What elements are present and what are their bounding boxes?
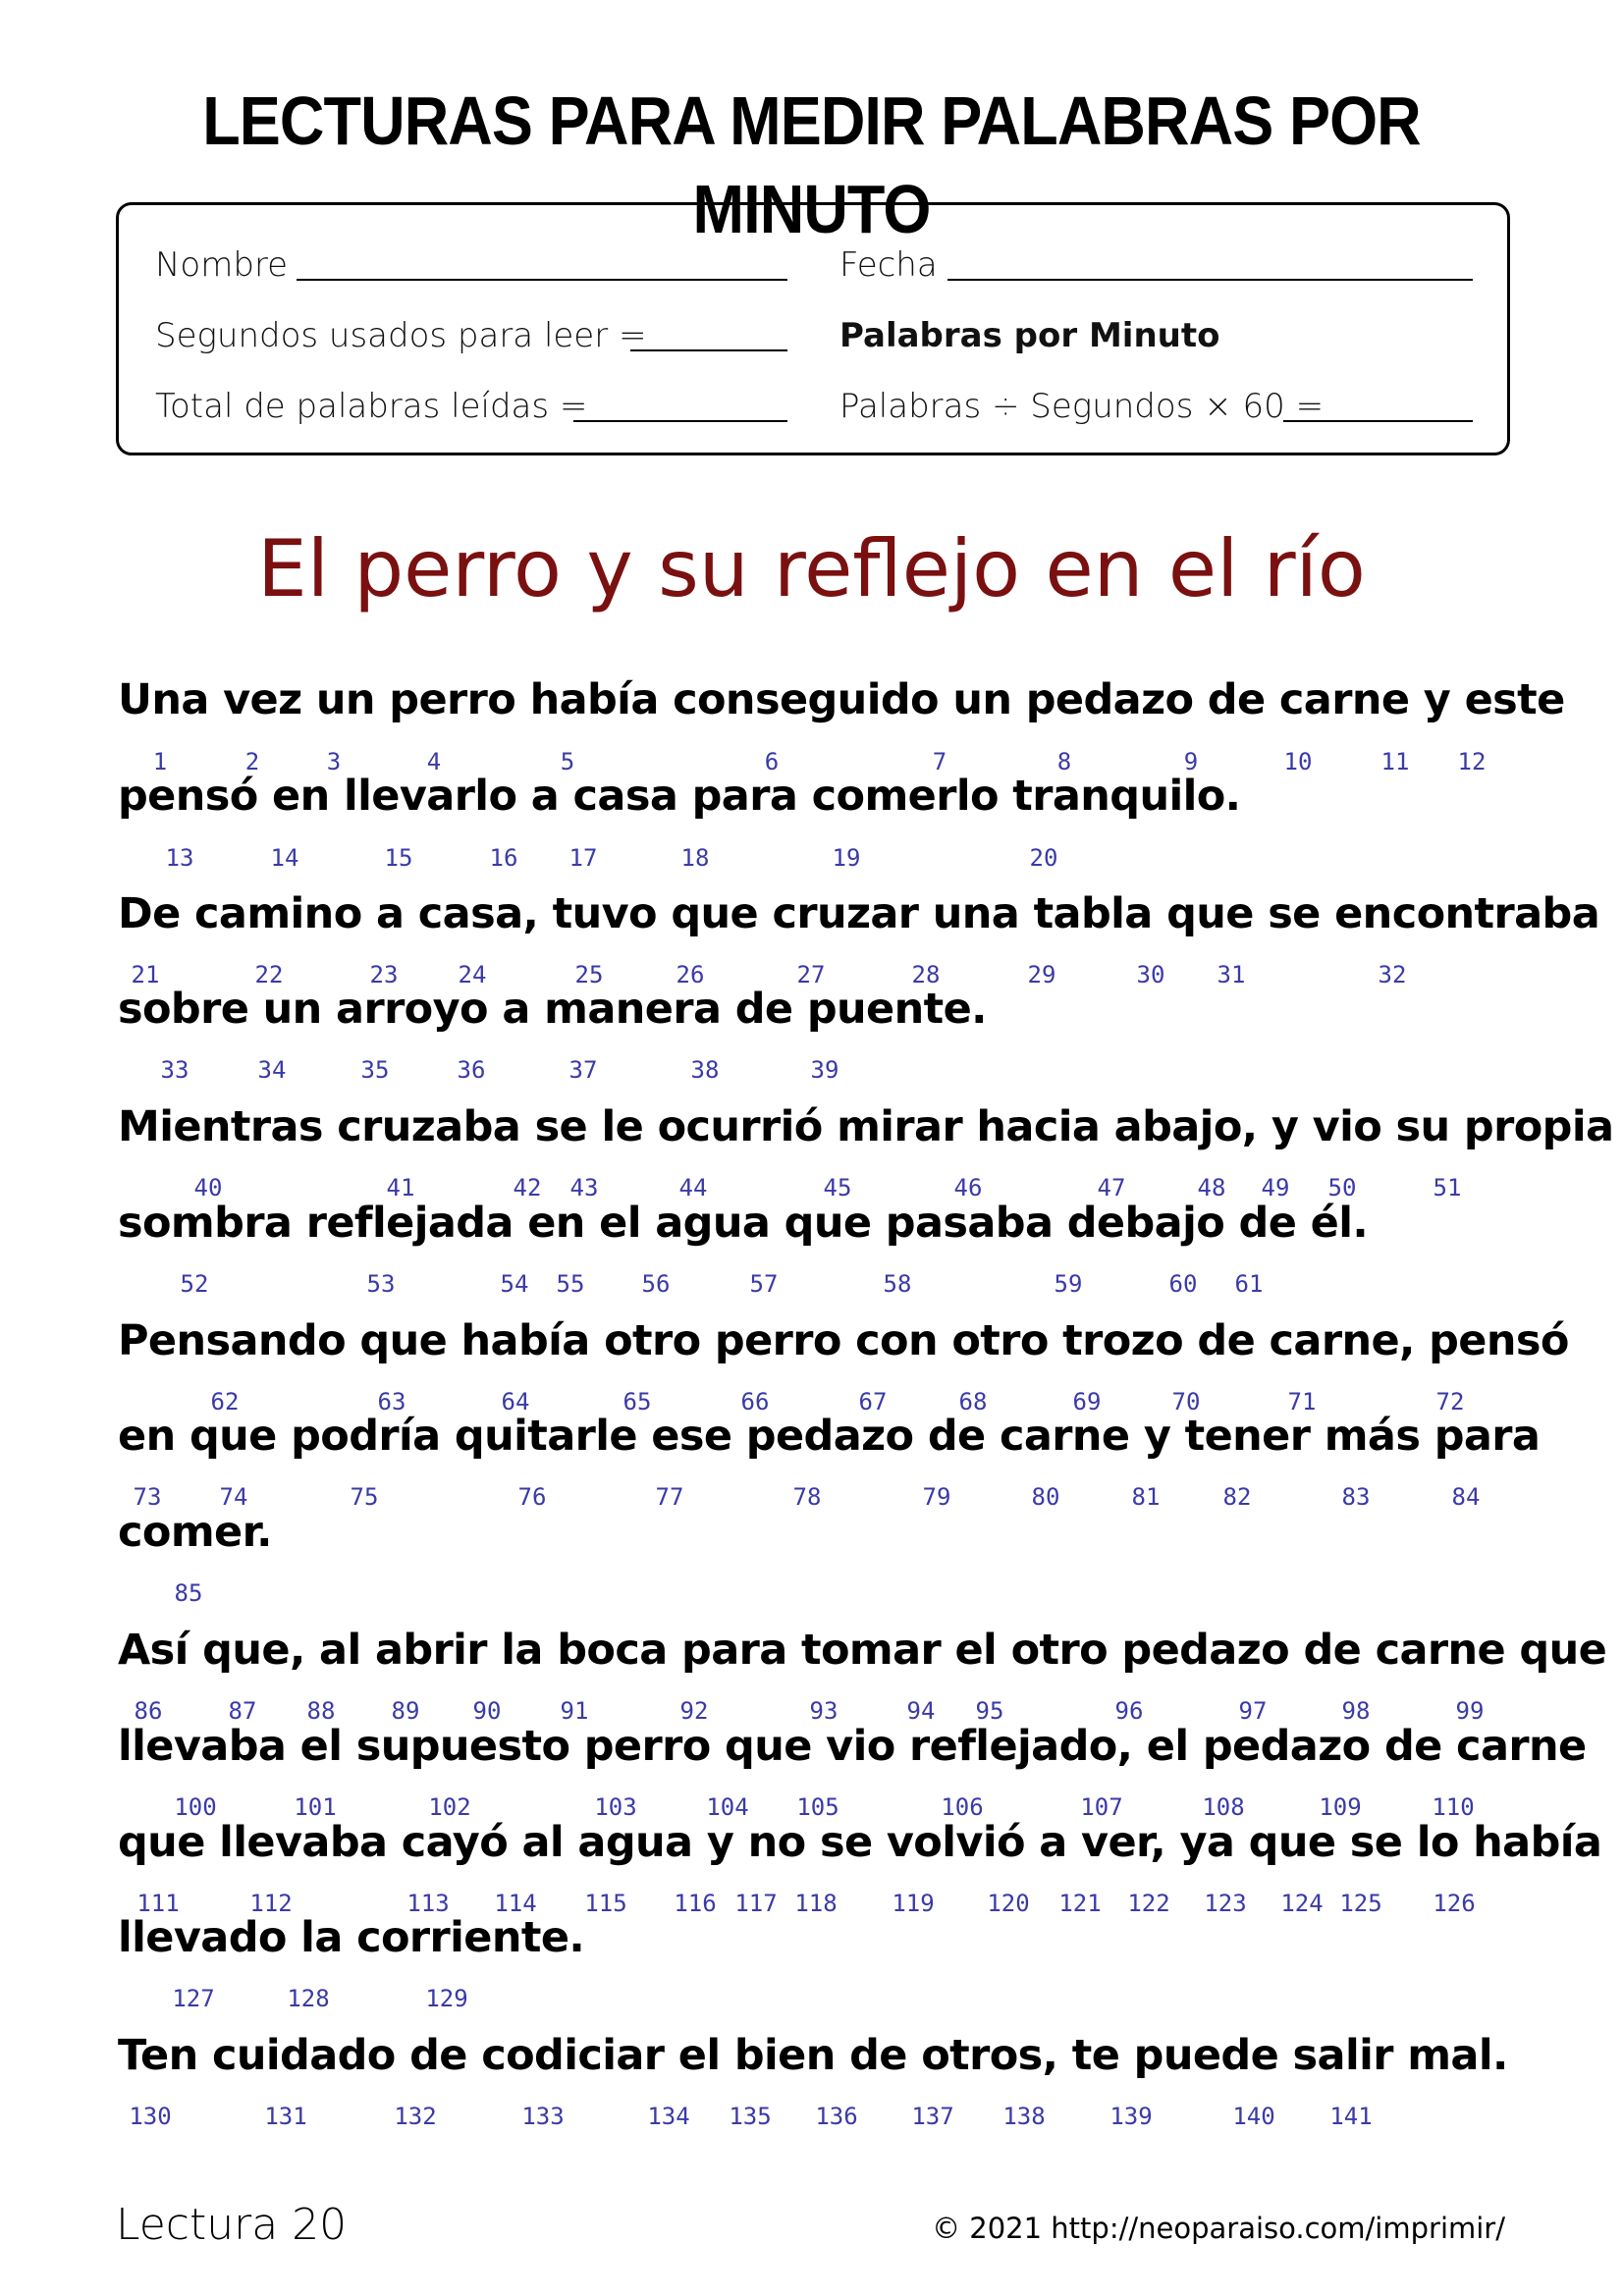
formula-label: Palabras ÷ Segundos × 60 = <box>839 387 1325 426</box>
word-number: 29 <box>1027 961 1056 988</box>
word-number: 116 <box>674 1890 717 1917</box>
word-number: 139 <box>1109 2103 1153 2130</box>
word-number-row <box>0 1697 1623 1727</box>
word-number: 28 <box>911 961 941 988</box>
word-number: 92 <box>679 1697 709 1725</box>
word-number: 30 <box>1136 961 1165 988</box>
word-number: 107 <box>1080 1793 1123 1821</box>
word-number: 80 <box>1031 1483 1060 1511</box>
word-number: 64 <box>501 1388 530 1415</box>
word-number: 37 <box>568 1056 598 1084</box>
word-number: 7 <box>932 748 947 775</box>
word-number: 77 <box>655 1483 684 1511</box>
word-number: 78 <box>792 1483 822 1511</box>
text-line-8: en que podría quitarle ese pedazo de carne y tener más para <box>118 1412 1541 1461</box>
word-number: 83 <box>1341 1483 1371 1511</box>
word-number: 66 <box>740 1388 770 1415</box>
word-number-row <box>0 961 1623 990</box>
word-number: 55 <box>556 1270 585 1298</box>
text-line-10: Así que, al abrir la boca para tomar el otro pedazo de carne que <box>118 1626 1607 1675</box>
word-number-row <box>0 2103 1623 2132</box>
word-number: 73 <box>133 1483 162 1511</box>
word-number: 23 <box>369 961 399 988</box>
word-number-row <box>0 844 1623 874</box>
text-line-13: llevado la corriente. <box>118 1913 585 1962</box>
word-number: 95 <box>975 1697 1004 1725</box>
text-line-12: que llevaba cayó al agua y no se volvió a ver, ya que se lo había <box>118 1818 1602 1867</box>
word-number: 69 <box>1072 1388 1102 1415</box>
word-number-row <box>0 1056 1623 1086</box>
word-number: 49 <box>1261 1174 1290 1201</box>
word-number: 93 <box>809 1697 839 1725</box>
word-number: 17 <box>568 844 598 872</box>
word-number: 115 <box>584 1890 627 1917</box>
word-number-row <box>0 1174 1623 1203</box>
word-number: 81 <box>1131 1483 1161 1511</box>
word-number: 19 <box>832 844 861 872</box>
word-number: 2 <box>244 748 260 775</box>
wpm-heading: Palabras por Minuto <box>839 316 1220 355</box>
word-number-row <box>0 1890 1623 1919</box>
text-line-7: Pensando que había otro perro con otro trozo de carne, pensó <box>118 1316 1569 1365</box>
word-number: 88 <box>306 1697 336 1725</box>
word-number: 13 <box>165 844 194 872</box>
word-number: 1 <box>152 748 168 775</box>
word-number: 63 <box>377 1388 406 1415</box>
total-words-field[interactable] <box>573 420 787 422</box>
word-number: 99 <box>1455 1697 1485 1725</box>
word-number: 131 <box>264 2103 307 2130</box>
word-number: 102 <box>428 1793 471 1821</box>
word-number: 11 <box>1380 748 1410 775</box>
word-number: 106 <box>941 1793 984 1821</box>
word-number-row <box>0 1579 1623 1609</box>
word-number: 133 <box>521 2103 565 2130</box>
word-number: 39 <box>810 1056 839 1084</box>
text-line-14: Ten cuidado de codiciar el bien de otros, te puede salir mal. <box>118 2031 1508 2080</box>
word-number: 94 <box>906 1697 936 1725</box>
name-label: Nombre <box>155 245 289 285</box>
word-number: 51 <box>1433 1174 1462 1201</box>
word-number: 123 <box>1204 1890 1247 1917</box>
seconds-label: Segundos usados para leer = <box>155 316 647 355</box>
word-number: 16 <box>489 844 518 872</box>
word-number: 60 <box>1168 1270 1198 1298</box>
word-number: 141 <box>1329 2103 1373 2130</box>
word-number: 34 <box>257 1056 287 1084</box>
word-number: 65 <box>622 1388 652 1415</box>
word-number: 62 <box>210 1388 240 1415</box>
word-number: 15 <box>384 844 413 872</box>
word-number: 32 <box>1378 961 1407 988</box>
word-number: 124 <box>1280 1890 1324 1917</box>
text-line-9: comer. <box>118 1508 272 1557</box>
word-number: 25 <box>574 961 604 988</box>
word-number: 86 <box>134 1697 163 1725</box>
word-number: 24 <box>458 961 487 988</box>
word-number: 20 <box>1029 844 1058 872</box>
story-title: El perro y su reflejo en el río <box>257 523 1366 614</box>
word-number: 87 <box>228 1697 257 1725</box>
text-line-1: Una vez un perro había conseguido un pedazo de carne y este <box>118 675 1565 724</box>
word-number: 14 <box>270 844 299 872</box>
word-number: 103 <box>594 1793 637 1821</box>
word-number: 109 <box>1319 1793 1362 1821</box>
word-number: 98 <box>1341 1697 1371 1725</box>
text-line-11: llevaba el supuesto perro que vio reflejado, el pedazo de carne <box>118 1722 1587 1771</box>
word-number-row <box>0 1388 1623 1417</box>
word-number: 128 <box>287 1985 330 2012</box>
word-number: 101 <box>294 1793 337 1821</box>
word-number-row <box>0 1985 1623 2014</box>
word-number: 110 <box>1432 1793 1475 1821</box>
word-number: 70 <box>1171 1388 1201 1415</box>
word-number: 117 <box>734 1890 778 1917</box>
word-number: 45 <box>823 1174 852 1201</box>
total-words-label: Total de palabras leídas = <box>155 387 588 426</box>
word-number: 108 <box>1202 1793 1245 1821</box>
word-number: 126 <box>1433 1890 1476 1917</box>
word-number: 56 <box>641 1270 671 1298</box>
word-number: 79 <box>922 1483 951 1511</box>
word-number: 59 <box>1054 1270 1083 1298</box>
word-number: 33 <box>160 1056 189 1084</box>
word-number: 26 <box>676 961 705 988</box>
word-number: 112 <box>249 1890 293 1917</box>
word-number: 18 <box>680 844 710 872</box>
word-number: 130 <box>129 2103 172 2130</box>
seconds-field[interactable] <box>630 349 787 351</box>
word-number: 120 <box>987 1890 1030 1917</box>
word-number: 54 <box>500 1270 529 1298</box>
word-number: 121 <box>1058 1890 1102 1917</box>
word-number: 44 <box>678 1174 708 1201</box>
word-number: 114 <box>494 1890 537 1917</box>
word-number: 111 <box>136 1890 180 1917</box>
word-number: 35 <box>360 1056 390 1084</box>
word-number: 71 <box>1287 1388 1317 1415</box>
word-number: 134 <box>647 2103 690 2130</box>
word-number: 48 <box>1197 1174 1226 1201</box>
text-line-3: De camino a casa, tuvo que cruzar una tabla que se encontraba <box>118 889 1600 938</box>
date-label: Fecha <box>839 245 938 285</box>
word-number: 52 <box>180 1270 209 1298</box>
word-number: 118 <box>794 1890 838 1917</box>
word-number: 72 <box>1435 1388 1465 1415</box>
word-number: 42 <box>513 1174 542 1201</box>
word-number: 4 <box>426 748 442 775</box>
date-field[interactable] <box>947 279 1473 281</box>
word-number: 138 <box>1002 2103 1046 2130</box>
word-number: 61 <box>1234 1270 1264 1298</box>
text-line-2: pensó en llevarlo a casa para comerlo tranquilo. <box>118 772 1241 821</box>
word-number: 100 <box>174 1793 217 1821</box>
text-line-6: sombra reflejada en el agua que pasaba debajo de él. <box>118 1199 1369 1248</box>
word-number: 38 <box>690 1056 720 1084</box>
word-number: 8 <box>1056 748 1072 775</box>
word-number: 137 <box>911 2103 954 2130</box>
word-number: 89 <box>391 1697 420 1725</box>
word-number: 105 <box>796 1793 839 1821</box>
word-number: 68 <box>958 1388 988 1415</box>
word-number: 40 <box>193 1174 223 1201</box>
word-number: 57 <box>749 1270 779 1298</box>
word-number: 85 <box>174 1579 203 1607</box>
word-number-row <box>0 1270 1623 1300</box>
word-number: 53 <box>366 1270 396 1298</box>
reading-number: Lectura 20 <box>116 2200 348 2250</box>
text-line-4: sobre un arroyo a manera de puente. <box>118 985 987 1034</box>
word-number: 22 <box>254 961 284 988</box>
word-number: 75 <box>350 1483 379 1511</box>
word-number: 140 <box>1232 2103 1275 2130</box>
word-number: 84 <box>1451 1483 1481 1511</box>
word-number: 12 <box>1457 748 1487 775</box>
word-number: 90 <box>472 1697 502 1725</box>
page-title: LECTURAS PARA MEDIR PALABRAS POR MINUTO <box>202 82 1421 247</box>
word-number: 21 <box>131 961 160 988</box>
name-field[interactable] <box>297 279 787 281</box>
word-number: 6 <box>764 748 780 775</box>
word-number: 74 <box>219 1483 248 1511</box>
word-number: 67 <box>858 1388 888 1415</box>
word-number: 127 <box>172 1985 215 2012</box>
word-number: 27 <box>796 961 826 988</box>
word-number: 135 <box>729 2103 772 2130</box>
word-number: 9 <box>1183 748 1199 775</box>
word-number: 50 <box>1327 1174 1357 1201</box>
word-number-row <box>0 748 1623 777</box>
word-number: 91 <box>560 1697 589 1725</box>
word-number: 132 <box>394 2103 437 2130</box>
word-number: 41 <box>386 1174 415 1201</box>
word-number: 10 <box>1283 748 1313 775</box>
word-number: 3 <box>326 748 342 775</box>
word-number: 125 <box>1339 1890 1382 1917</box>
word-number: 104 <box>706 1793 749 1821</box>
wpm-result-field[interactable] <box>1283 420 1473 422</box>
word-number: 97 <box>1238 1697 1268 1725</box>
word-number: 136 <box>815 2103 858 2130</box>
word-number: 76 <box>517 1483 547 1511</box>
word-number: 113 <box>406 1890 450 1917</box>
word-number: 5 <box>560 748 575 775</box>
word-number-row <box>0 1483 1623 1513</box>
word-number: 82 <box>1222 1483 1252 1511</box>
word-number: 43 <box>569 1174 599 1201</box>
word-number-row <box>0 1793 1623 1823</box>
text-line-5: Mientras cruzaba se le ocurrió mirar hacia abajo, y vio su propia <box>118 1102 1614 1151</box>
word-number: 96 <box>1114 1697 1144 1725</box>
word-number: 46 <box>953 1174 983 1201</box>
copyright-url[interactable]: © 2021 http://neoparaiso.com/imprimir/ <box>932 2212 1505 2245</box>
word-number: 47 <box>1097 1174 1126 1201</box>
word-number: 58 <box>883 1270 912 1298</box>
word-number: 31 <box>1217 961 1246 988</box>
word-number: 119 <box>892 1890 935 1917</box>
word-number: 36 <box>457 1056 486 1084</box>
word-number: 129 <box>425 1985 468 2012</box>
word-number: 122 <box>1127 1890 1170 1917</box>
